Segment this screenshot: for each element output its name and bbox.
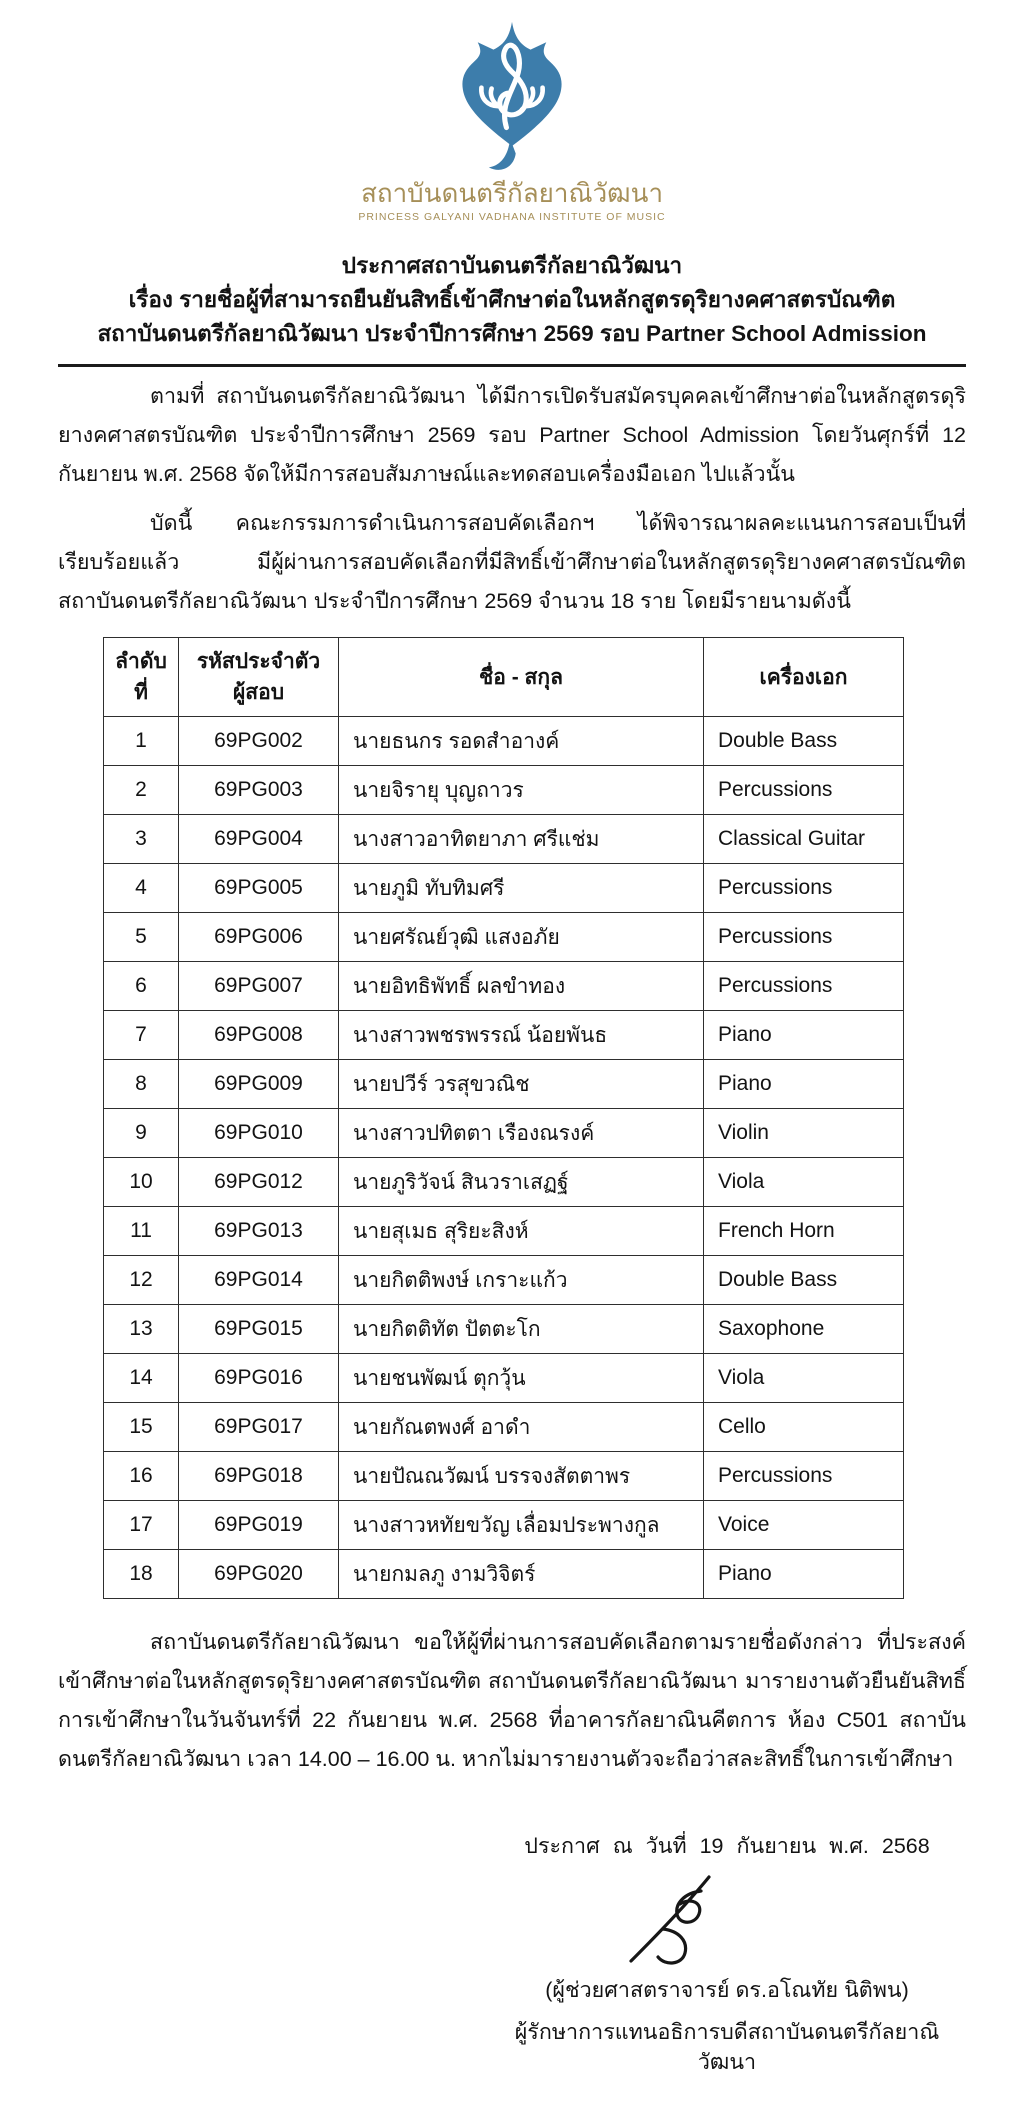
cell-no: 16 bbox=[104, 1452, 179, 1501]
signature-block bbox=[488, 1829, 966, 2077]
cell-code: 69PG019 bbox=[179, 1501, 339, 1550]
results-table-body bbox=[104, 717, 904, 1599]
cell-code: 69PG009 bbox=[179, 1060, 339, 1109]
cell-no: 18 bbox=[104, 1550, 179, 1599]
cell-no: 7 bbox=[104, 1011, 179, 1060]
table-row bbox=[104, 1354, 904, 1403]
header-full-name: ชื่อ - สกุล bbox=[339, 638, 704, 717]
cell-instrument: Viola bbox=[704, 1354, 904, 1403]
cell-instrument: Piano bbox=[704, 1550, 904, 1599]
header-order-number: ลำดับ ที่ bbox=[104, 638, 179, 717]
cell-name: นายปัณณวัฒน์ บรรจงสัตตาพร bbox=[339, 1452, 704, 1501]
table-row bbox=[104, 864, 904, 913]
cell-name: นายภูมิ ทับทิมศรี bbox=[339, 864, 704, 913]
cell-instrument: Viola bbox=[704, 1158, 904, 1207]
paragraph-closing: สถาบันดนตรีกัลยาณิวัฒนา ขอให้ผู้ที่ผ่านการสอบคัดเลือกตามรายชื่อดังกล่าว ที่ประสงค์เข้าศึกษาต่อในหลักสูตรดุริยางคศาสตรบัณฑิต สถาบันดนตรีกัลยาณิวัฒนา มารายงานตัวยืนยันสิทธิ์การเข้าศึกษาในวันจันทร์ที่ 22 กันยายน พ.ศ. 2568 ที่อาคารกัลยาณินคีตการ ห้อง C501 สถาบันดนตรีกัลยาณิวัฒนา เวลา 14.00 – 16.00 น. หากไม่มารายงานตัวจะถือว่าสละสิทธิ์ในการเข้าศึกษา bbox=[58, 1630, 966, 1771]
cell-name: นายชนพัฒน์ ตุกวุ้น bbox=[339, 1354, 704, 1403]
cell-instrument: Piano bbox=[704, 1011, 904, 1060]
cell-code: 69PG006 bbox=[179, 913, 339, 962]
cell-code: 69PG004 bbox=[179, 815, 339, 864]
table-row bbox=[104, 913, 904, 962]
cell-no: 5 bbox=[104, 913, 179, 962]
document-header bbox=[58, 20, 966, 223]
cell-instrument: Voice bbox=[704, 1501, 904, 1550]
signer-title: ผู้รักษาการแทนอธิการบดีสถาบันดนตรีกัลยาณิวัฒนา bbox=[514, 2020, 940, 2074]
cell-instrument: Percussions bbox=[704, 864, 904, 913]
title-line-3: สถาบันดนตรีกัลยาณิวัฒนา ประจำปีการศึกษา 2569 รอบ Partner School Admission bbox=[97, 321, 927, 346]
cell-name: นายกิตติทัต ปัตตะโก bbox=[339, 1305, 704, 1354]
cell-name: นางสาวหทัยขวัญ เลื่อมประพางกูล bbox=[339, 1501, 704, 1550]
cell-instrument: French Horn bbox=[704, 1207, 904, 1256]
cell-code: 69PG003 bbox=[179, 766, 339, 815]
cell-instrument: Piano bbox=[704, 1060, 904, 1109]
cell-code: 69PG007 bbox=[179, 962, 339, 1011]
cell-no: 4 bbox=[104, 864, 179, 913]
title-line-1: ประกาศสถาบันดนตรีกัลยาณิวัฒนา bbox=[341, 253, 683, 278]
table-row bbox=[104, 1256, 904, 1305]
signer-name: (ผู้ช่วยศาสตราจารย์ ดร.อโณทัย นิติพน) bbox=[545, 1978, 909, 2002]
table-row bbox=[104, 962, 904, 1011]
cell-code: 69PG020 bbox=[179, 1550, 339, 1599]
cell-code: 69PG016 bbox=[179, 1354, 339, 1403]
cell-no: 12 bbox=[104, 1256, 179, 1305]
signature-scribble-icon bbox=[488, 1871, 966, 1975]
cell-code: 69PG008 bbox=[179, 1011, 339, 1060]
table-row bbox=[104, 1060, 904, 1109]
announcement-title bbox=[58, 249, 966, 351]
table-row bbox=[104, 815, 904, 864]
cell-name: นายกมลภู งามวิจิตร์ bbox=[339, 1550, 704, 1599]
cell-code: 69PG014 bbox=[179, 1256, 339, 1305]
cell-instrument: Percussions bbox=[704, 913, 904, 962]
table-row bbox=[104, 717, 904, 766]
cell-instrument: Classical Guitar bbox=[704, 815, 904, 864]
cell-no: 14 bbox=[104, 1354, 179, 1403]
cell-name: นายภูริวัจน์ สินวราเสฏฐ์ bbox=[339, 1158, 704, 1207]
table-row bbox=[104, 1109, 904, 1158]
cell-name: นายกัณตพงศ์ อาดำ bbox=[339, 1403, 704, 1452]
table-row bbox=[104, 1158, 904, 1207]
cell-code: 69PG010 bbox=[179, 1109, 339, 1158]
cell-name: นายปวีร์ วรสุขวณิช bbox=[339, 1060, 704, 1109]
paragraph-results: บัดนี้ คณะกรรมการดำเนินการสอบคัดเลือกฯ ได้พิจารณาผลคะแนนการสอบเป็นที่เรียบร้อยแล้ว มีผู้ผ่านการสอบคัดเลือกที่มีสิทธิ์เข้าศึกษาต่อในหลักสูตรดุริยางคศาสตรบัณฑิต สถาบันดนตรีกัลยาณิวัฒนา ประจำปีการศึกษา 2569 จำนวน 18 ราย โดยมีรายนามดังนี้ bbox=[58, 511, 966, 613]
cell-no: 11 bbox=[104, 1207, 179, 1256]
cell-no: 9 bbox=[104, 1109, 179, 1158]
cell-name: นางสาวปทิตตา เรืองณรงค์ bbox=[339, 1109, 704, 1158]
cell-no: 8 bbox=[104, 1060, 179, 1109]
cell-name: นายศรัณย์วุฒิ แสงอภัย bbox=[339, 913, 704, 962]
cell-no: 13 bbox=[104, 1305, 179, 1354]
institute-name-thai: สถาบันดนตรีกัลยาณิวัฒนา bbox=[360, 178, 664, 208]
cell-name: นายธนกร รอดสำอางค์ bbox=[339, 717, 704, 766]
table-row bbox=[104, 1207, 904, 1256]
cell-no: 17 bbox=[104, 1501, 179, 1550]
cell-instrument: Violin bbox=[704, 1109, 904, 1158]
cell-code: 69PG015 bbox=[179, 1305, 339, 1354]
cell-no: 2 bbox=[104, 766, 179, 815]
cell-code: 69PG002 bbox=[179, 717, 339, 766]
cell-code: 69PG018 bbox=[179, 1452, 339, 1501]
cell-code: 69PG013 bbox=[179, 1207, 339, 1256]
table-row bbox=[104, 1305, 904, 1354]
table-row bbox=[104, 1550, 904, 1599]
cell-instrument: Double Bass bbox=[704, 717, 904, 766]
institute-logo bbox=[58, 20, 966, 172]
table-row bbox=[104, 1011, 904, 1060]
lotus-treble-clef-icon bbox=[455, 159, 569, 176]
cell-name: นายจิรายุ บุญถาวร bbox=[339, 766, 704, 815]
results-table-header bbox=[104, 638, 904, 717]
cell-no: 1 bbox=[104, 717, 179, 766]
cell-instrument: Double Bass bbox=[704, 1256, 904, 1305]
institute-name-english: PRINCESS GALYANI VADHANA INSTITUTE OF MUSIC bbox=[358, 211, 666, 223]
cell-instrument: Percussions bbox=[704, 962, 904, 1011]
announcement-date: ประกาศ ณ วันที่ 19 กันยายน พ.ศ. 2568 bbox=[524, 1834, 930, 1858]
cell-instrument: Percussions bbox=[704, 1452, 904, 1501]
table-row bbox=[104, 766, 904, 815]
title-line-2: เรื่อง รายชื่อผู้ที่สามารถยืนยันสิทธิ์เข้าศึกษาต่อในหลักสูตรดุริยางคศาสตรบัณฑิต bbox=[128, 287, 896, 312]
table-row bbox=[104, 1403, 904, 1452]
cell-name: นายอิทธิพัทธิ์ ผลขำทอง bbox=[339, 962, 704, 1011]
header-candidate-code: รหัสประจำตัว ผู้สอบ bbox=[179, 638, 339, 717]
table-row bbox=[104, 1452, 904, 1501]
cell-instrument: Percussions bbox=[704, 766, 904, 815]
results-table bbox=[103, 637, 904, 1599]
cell-name: นายสุเมธ สุริยะสิงห์ bbox=[339, 1207, 704, 1256]
cell-code: 69PG005 bbox=[179, 864, 339, 913]
cell-name: นายกิตติพงษ์ เกราะแก้ว bbox=[339, 1256, 704, 1305]
cell-code: 69PG017 bbox=[179, 1403, 339, 1452]
cell-no: 6 bbox=[104, 962, 179, 1011]
cell-no: 10 bbox=[104, 1158, 179, 1207]
cell-code: 69PG012 bbox=[179, 1158, 339, 1207]
header-major-instrument: เครื่องเอก bbox=[704, 638, 904, 717]
cell-no: 3 bbox=[104, 815, 179, 864]
table-row bbox=[104, 1501, 904, 1550]
cell-no: 15 bbox=[104, 1403, 179, 1452]
cell-instrument: Cello bbox=[704, 1403, 904, 1452]
cell-name: นางสาวพชรพรรณ์ น้อยพันธ bbox=[339, 1011, 704, 1060]
paragraph-intro: ตามที่ สถาบันดนตรีกัลยาณิวัฒนา ได้มีการเปิดรับสมัครบุคคลเข้าศึกษาต่อในหลักสูตรดุริยางคศาสตรบัณฑิต ประจำปีการศึกษา 2569 รอบ Partner School Admission โดยวันศุกร์ที่ 12 กันยายน พ.ศ. 2568 จัดให้มีการสอบสัมภาษณ์และทดสอบเครื่องมือเอก ไปแล้วนั้น bbox=[58, 384, 966, 486]
cell-name: นางสาวอาทิตยาภา ศรีแช่ม bbox=[339, 815, 704, 864]
title-divider bbox=[58, 364, 966, 367]
cell-instrument: Saxophone bbox=[704, 1305, 904, 1354]
